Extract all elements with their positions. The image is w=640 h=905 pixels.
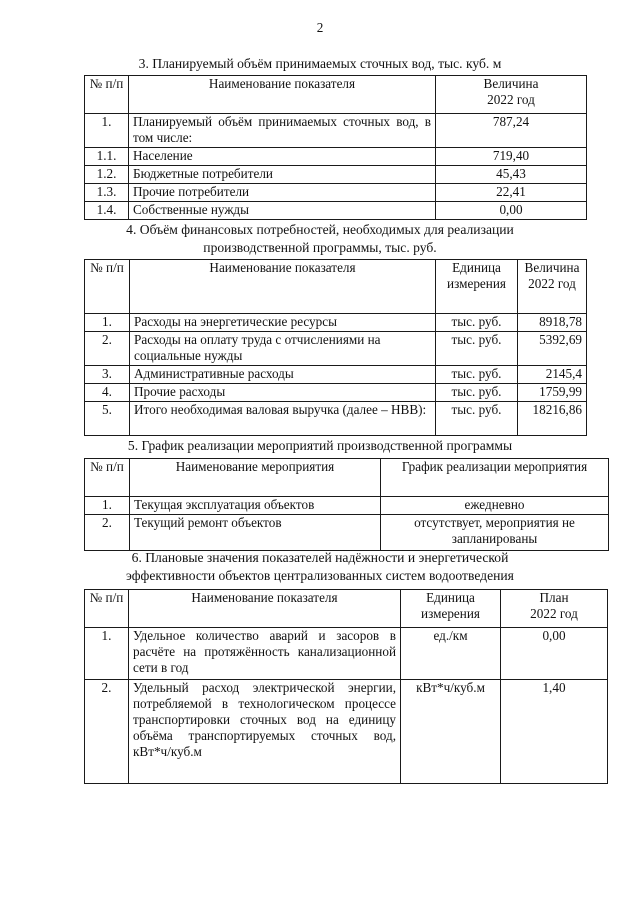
table-row: 1. Планируемый объём принимаемых сточных вод, в том числе: 787,24 — [85, 114, 587, 148]
section6-table — [84, 589, 608, 784]
table-row: 1.4. Собственные нужды 0,00 — [85, 202, 587, 220]
table-row: 2. Удельный расход электрической энергии, потребляемой в технологическом процессе транспортировки сточных вод на единицу объёма транспортируемых сточных вод, кВт*ч/куб.м кВт*ч/куб.м 1,40 — [85, 680, 608, 784]
section5-title: 5. График реализации мероприятий производственной программы — [127, 438, 513, 453]
table-row: 1.2. Бюджетные потребители 45,43 — [85, 166, 587, 184]
table-row: 1.1. Население 719,40 — [85, 148, 587, 166]
header-value: Величина 2022 год — [436, 76, 587, 114]
section6-title: 6. Плановые значения показателей надёжности и энергетической эффективности объектов централизованных систем водоотведения — [126, 550, 514, 583]
table-row: 2. Текущий ремонт объектов отсутствует, мероприятия не запланированы — [85, 515, 609, 551]
header-unit: Единица измерения — [436, 260, 518, 314]
table-row: 1. Расходы на энергетические ресурсы тыс. руб. 8918,78 — [85, 314, 587, 332]
table-row: 2. Расходы на оплату труда с отчислениями на социальные нужды тыс. руб. 5392,69 — [85, 332, 587, 366]
table-row: 4. Прочие расходы тыс. руб. 1759,99 — [85, 384, 587, 402]
header-num: № п/п — [85, 260, 130, 314]
table-row: 1.3. Прочие потребители 22,41 — [85, 184, 587, 202]
section3-title: 3. Планируемый объём принимаемых сточных вод, тыс. куб. м — [138, 56, 502, 71]
table-row: 5. Итого необходимая валовая выручка (далее – НВВ): тыс. руб. 18216,86 — [85, 402, 587, 436]
page-number: 2 — [316, 20, 324, 35]
header-num: № п/п — [85, 459, 130, 497]
header-schedule: График реализации мероприятия — [381, 459, 609, 497]
header-name: Наименование мероприятия — [130, 459, 381, 497]
header-value: Величина 2022 год — [518, 260, 587, 314]
header-plan: План 2022 год — [501, 590, 608, 628]
section4-title: 4. Объём финансовых потребностей, необходимых для реализации производственной программы, тыс. руб. — [126, 222, 514, 255]
table-row: 1. Текущая эксплуатация объектов ежедневно — [85, 497, 609, 515]
table-row: 1. Удельное количество аварий и засоров в расчёте на протяжённость канализационной сети в год ед./км 0,00 — [85, 628, 608, 680]
section4-table — [84, 259, 587, 436]
header-name: Наименование показателя — [129, 76, 436, 114]
header-name: Наименование показателя — [129, 590, 401, 628]
section5-table — [84, 458, 609, 551]
header-num: № п/п — [85, 590, 129, 628]
section3-table — [84, 75, 587, 220]
header-name: Наименование показателя — [130, 260, 436, 314]
header-num: № п/п — [85, 76, 129, 114]
table-row: 3. Административные расходы тыс. руб. 2145,4 — [85, 366, 587, 384]
header-unit: Единица измерения — [401, 590, 501, 628]
